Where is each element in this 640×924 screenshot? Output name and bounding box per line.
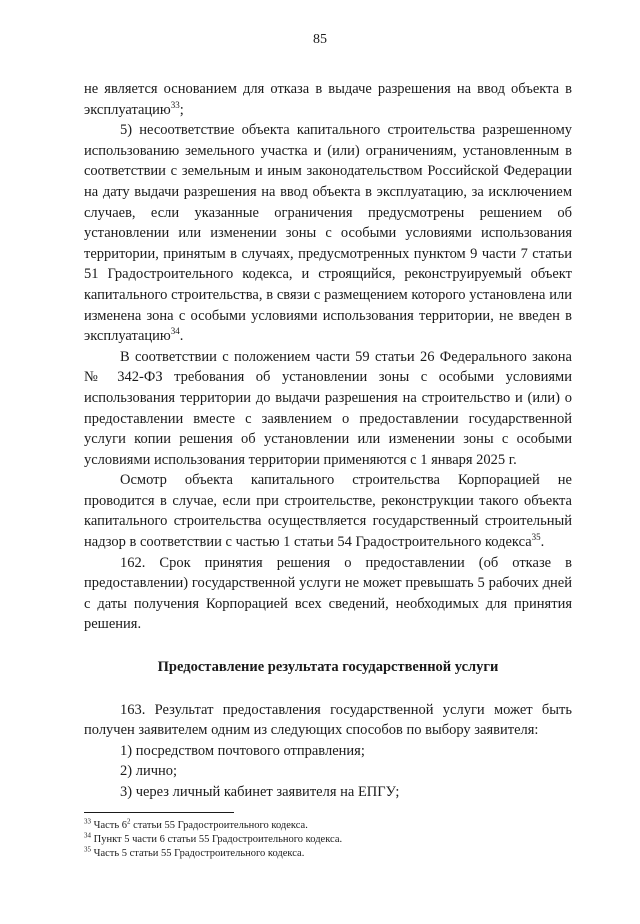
footnote-ref-33: 33 — [170, 99, 180, 110]
paragraph-inspection: Осмотр объекта капитального строительства Корпорацией не проводится в случае, если при строительстве, реконструкции такого объекта капитального строительства осуществляется государственный строительный надзор в соответствии с частью 1 статьи 54 Градостроительного кодекса$^{35}$. — [84, 472, 572, 551]
footnote-ref-34: 34 — [170, 326, 180, 337]
paragraph-162: 162. Срок принятия решения о предоставлении (об отказе в предоставлении) государственной услуги не может превышать 5 рабочих дней с даты получения Корпорацией всех сведений, необходимых для принятия решения. — [84, 554, 572, 633]
list-item-1: 1) посредством почтового отправления; — [120, 742, 365, 759]
paragraph-163: 163. Результат предоставления государственной услуги может быть получен заявителем одним из следующих способов по выбору заявителя: — [84, 701, 572, 739]
footnote-35: $^{35}$ Часть 5 статьи 55 Градостроительного кодекса. — [84, 845, 305, 860]
footnotes — [84, 819, 572, 862]
footnote-33: $^{33}$ Часть $6^2$ статьи 55 Градостроительного кодекса. — [84, 817, 308, 831]
paragraph-continuation: не является основанием для отказа в выдаче разрешения на ввод объекта в эксплуатацию$^{33}$; — [84, 81, 572, 118]
paragraph-item-5: 5) несоответствие объекта капитального строительства разрешенному использованию земельного участка и (или) ограничениям, установленным в соответствии с земельным и иным законодательством Российской Федерации на дату выдачи разрешения на ввод объекта в эксплуатацию, за исключением случаев, если указанные ограничения предусмотрены решением об установлении или изменении зоны с особыми условиями использования территории, принятым в случаях, предусмотренных пунктом 9 части 7 статьи 51 Градостроительного кодекса, и строящийся, реконструируемый объект капитального строительства, в связи с размещением которого установлена или изменена зона с особыми условиями использования территории, не введен в эксплуатацию$^{34}$. — [84, 122, 572, 345]
footnote-divider — [84, 812, 234, 813]
list-item-2: 2) лично; — [120, 763, 178, 780]
page-number: 85 — [313, 32, 327, 47]
section-heading: Предоставление результата государственной услуги — [157, 659, 499, 676]
footnote-34: $^{34}$ Пункт 5 части 6 статьи 55 Градостроительного кодекса. — [84, 831, 343, 846]
list-item-3: 3) через личный кабинет заявителя на ЕПГУ; — [120, 784, 400, 800]
body-text — [84, 79, 572, 803]
paragraph-federal-law: В соответствии с положением части 59 статьи 26 Федерального закона № 342-ФЗ требования об установлении зоны с особыми условиями использования территории до выдачи разрешения на строительство и (или) о предоставлении вместе с заявлением о предоставлении государственной услуги копии решения об установлении или изменении зоны с особыми условиями использования территории применяются с 1 января 2025 г. — [84, 348, 572, 468]
footnote-ref-35: 35 — [531, 532, 541, 543]
